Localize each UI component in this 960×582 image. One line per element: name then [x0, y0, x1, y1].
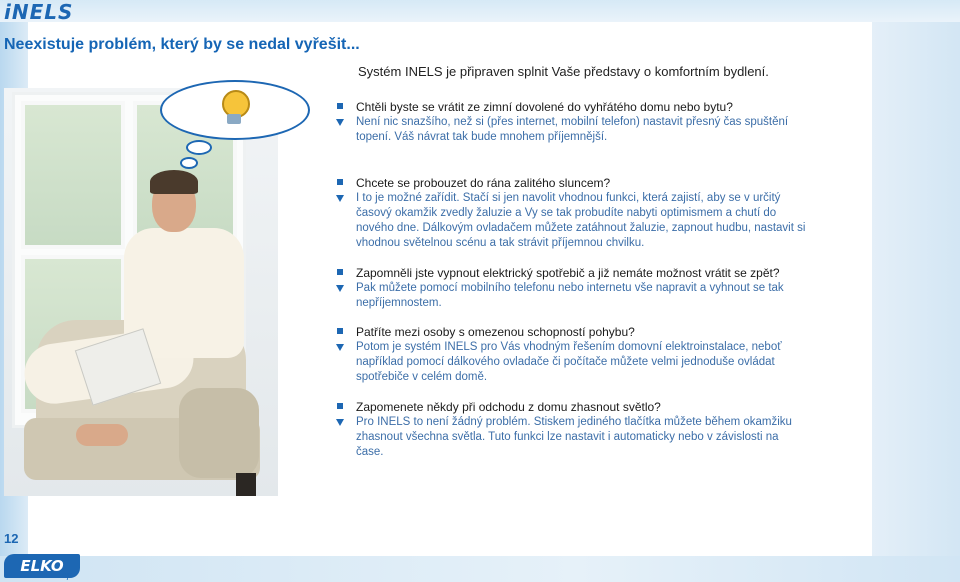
- triangle-bullet-icon: [336, 344, 344, 351]
- qa-answer: Pro INELS to není žádný problém. Stiskem jediného tlačítka můžete během okamžiku zhasnout všechna světla. Tuto funkci lze nastavit i automaticky nebo v závislosti na čase.: [356, 416, 792, 458]
- bottom-decorative-band: [0, 556, 960, 582]
- qa-question: Chtěli byste se vrátit ze zimní dovolené do vyhřátého domu nebo bytu?: [356, 100, 733, 114]
- square-bullet-icon: [337, 403, 343, 409]
- qa-answer: I to je možné zařídit. Stačí si jen navolit vhodnou funkci, která zajistí, aby se v určitý časový okamžik zvedly žaluzie a Vy se tak probudíte nabyti optimismem a chutí do nového dne. Dálkovým ovladačem můžete zatáhnout žaluzie, zapnout hudbu, nastavit si vhodnou světelnou scénu a tak strávit příjemnou chvilku.: [356, 192, 806, 249]
- page-subheadline: Systém INELS je připraven splnit Vaše představy o komfortním bydlení.: [358, 64, 769, 79]
- qa-block-lights: [336, 399, 806, 460]
- window-pane: [21, 101, 125, 249]
- square-bullet-icon: [337, 328, 343, 334]
- page-number: 12: [4, 531, 19, 546]
- square-bullet-icon: [337, 103, 343, 109]
- qa-block-mobility: [336, 324, 806, 385]
- right-decorative-band: [872, 22, 960, 560]
- light-bulb-base-icon: [227, 114, 241, 124]
- thought-bubble-dot: [180, 157, 198, 169]
- armchair-arm: [179, 388, 259, 478]
- page-headline: Neexistuje problém, který by se nedal vyřešit...: [4, 36, 360, 53]
- elko-logo: ELKO: [4, 554, 80, 578]
- qa-question: Patříte mezi osoby s omezenou schopností pohybu?: [356, 325, 635, 339]
- triangle-bullet-icon: [336, 419, 344, 426]
- qa-block-heating: [336, 99, 806, 145]
- square-bullet-icon: [337, 179, 343, 185]
- qa-answer: Není nic snazšího, než si (přes internet, mobilní telefon) nastavit přesný čas spuštění topení. Váš návrat tak bude mnohem příjemnější.: [356, 116, 789, 143]
- qa-block-appliance: [336, 265, 806, 311]
- armchair-leg: [236, 473, 256, 496]
- elko-logo-suffix: ep: [62, 570, 73, 580]
- top-bar: [0, 0, 960, 22]
- thought-bubble-dot: [186, 140, 212, 155]
- qa-answer: Potom je systém INELS pro Vás vhodným řešením domovní elektroinstalace, neboť například pomocí dálkového ovladače či počítače můžete velmi jednoduše ovládat spotřebiče v celém domě.: [356, 341, 782, 383]
- triangle-bullet-icon: [336, 195, 344, 202]
- person-foot: [76, 424, 128, 446]
- triangle-bullet-icon: [336, 119, 344, 126]
- qa-question: Zapomněli jste vypnout elektrický spotřebič a již nemáte možnost vrátit se zpět?: [356, 266, 780, 280]
- person-hair: [150, 170, 198, 194]
- qa-block-morning: [336, 175, 806, 251]
- qa-question: Zapomenete někdy při odchodu z domu zhasnout světlo?: [356, 400, 661, 414]
- qa-question: Chcete se probouzet do rána zalitého sluncem?: [356, 176, 611, 190]
- inels-logo: iNELS: [4, 0, 74, 24]
- square-bullet-icon: [337, 269, 343, 275]
- photo-man-reading: [4, 88, 278, 496]
- qa-answer: Pak můžete pomocí mobilního telefonu nebo internetu vše napravit a vyhnout se tak nepříjemnostem.: [356, 282, 784, 309]
- triangle-bullet-icon: [336, 285, 344, 292]
